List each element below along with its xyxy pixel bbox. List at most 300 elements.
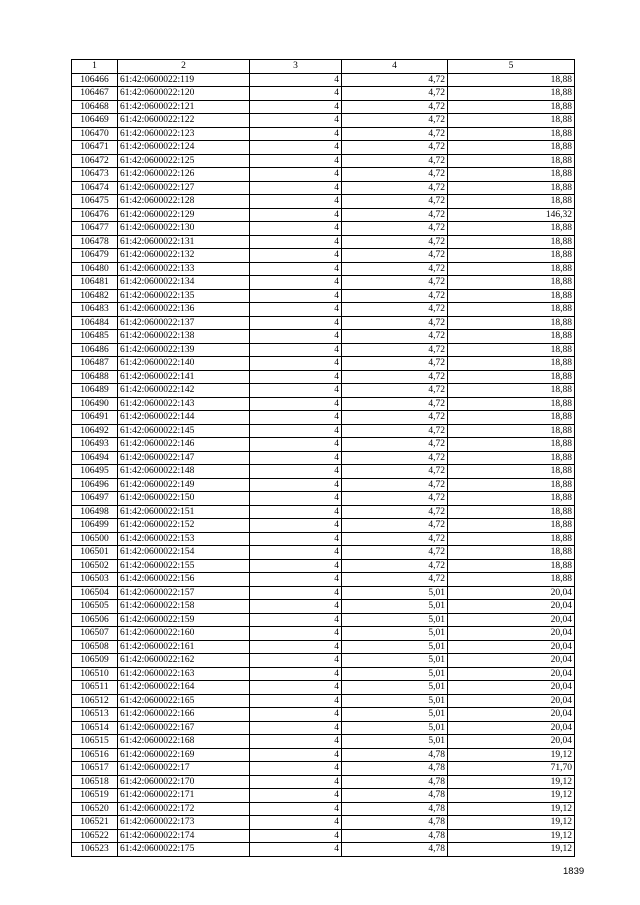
table-cell: 4,72 bbox=[342, 384, 448, 398]
table-cell: 61:42:0600022:153 bbox=[118, 532, 250, 546]
table-cell: 106481 bbox=[72, 276, 118, 290]
table-cell: 4,78 bbox=[342, 748, 448, 762]
table-cell: 4 bbox=[250, 235, 342, 249]
table-cell: 4,72 bbox=[342, 235, 448, 249]
table-row bbox=[72, 640, 575, 654]
table-cell: 4,72 bbox=[342, 100, 448, 114]
table-cell: 61:42:0600022:134 bbox=[118, 276, 250, 290]
table-cell: 106501 bbox=[72, 546, 118, 560]
table-cell: 18,88 bbox=[448, 303, 575, 317]
table-cell: 19,12 bbox=[448, 843, 575, 857]
table-row bbox=[72, 829, 575, 843]
table-cell: 18,88 bbox=[448, 384, 575, 398]
table-cell: 4,72 bbox=[342, 289, 448, 303]
table-cell: 4,72 bbox=[342, 303, 448, 317]
table-cell: 4 bbox=[250, 195, 342, 209]
table-row bbox=[72, 762, 575, 776]
table-cell: 4 bbox=[250, 114, 342, 128]
table-cell: 106519 bbox=[72, 789, 118, 803]
table-cell: 106482 bbox=[72, 289, 118, 303]
table-cell: 61:42:0600022:125 bbox=[118, 154, 250, 168]
table-cell: 18,88 bbox=[448, 154, 575, 168]
table-cell: 61:42:0600022:156 bbox=[118, 573, 250, 587]
table-cell: 18,88 bbox=[448, 519, 575, 533]
table-row bbox=[72, 735, 575, 749]
table-cell: 61:42:0600022:172 bbox=[118, 802, 250, 816]
table-cell: 18,88 bbox=[448, 235, 575, 249]
table-row bbox=[72, 789, 575, 803]
column-header: 4 bbox=[342, 60, 448, 74]
table-cell: 4 bbox=[250, 492, 342, 506]
table-row bbox=[72, 100, 575, 114]
table-cell: 19,12 bbox=[448, 775, 575, 789]
table-cell: 61:42:0600022:173 bbox=[118, 816, 250, 830]
table-cell: 146,32 bbox=[448, 208, 575, 222]
table-cell: 4,72 bbox=[342, 276, 448, 290]
table-cell: 4 bbox=[250, 681, 342, 695]
table-row bbox=[72, 721, 575, 735]
table-cell: 4,72 bbox=[342, 249, 448, 263]
table-cell: 61:42:0600022:136 bbox=[118, 303, 250, 317]
table-cell: 4 bbox=[250, 721, 342, 735]
table-cell: 106472 bbox=[72, 154, 118, 168]
table-cell: 20,04 bbox=[448, 640, 575, 654]
table-cell: 106517 bbox=[72, 762, 118, 776]
table-cell: 61:42:0600022:155 bbox=[118, 559, 250, 573]
table-cell: 106477 bbox=[72, 222, 118, 236]
table-cell: 61:42:0600022:140 bbox=[118, 357, 250, 371]
table-row bbox=[72, 775, 575, 789]
table-cell: 4,78 bbox=[342, 829, 448, 843]
table-cell: 4 bbox=[250, 384, 342, 398]
table-cell: 18,88 bbox=[448, 505, 575, 519]
table-cell: 4 bbox=[250, 586, 342, 600]
table-cell: 61:42:0600022:161 bbox=[118, 640, 250, 654]
table-cell: 61:42:0600022:137 bbox=[118, 316, 250, 330]
table-cell: 18,88 bbox=[448, 438, 575, 452]
table-cell: 4 bbox=[250, 154, 342, 168]
table-cell: 4 bbox=[250, 573, 342, 587]
table-cell: 20,04 bbox=[448, 627, 575, 641]
table-cell: 61:42:0600022:159 bbox=[118, 613, 250, 627]
table-cell: 61:42:0600022:166 bbox=[118, 708, 250, 722]
table-cell: 4 bbox=[250, 127, 342, 141]
table-row bbox=[72, 708, 575, 722]
table-row bbox=[72, 235, 575, 249]
table-cell: 18,88 bbox=[448, 357, 575, 371]
table-cell: 61:42:0600022:124 bbox=[118, 141, 250, 155]
table-row bbox=[72, 73, 575, 87]
table-cell: 61:42:0600022:138 bbox=[118, 330, 250, 344]
table-cell: 106502 bbox=[72, 559, 118, 573]
table-cell: 4 bbox=[250, 708, 342, 722]
table-cell: 4 bbox=[250, 100, 342, 114]
table-row bbox=[72, 802, 575, 816]
table-cell: 61:42:0600022:158 bbox=[118, 600, 250, 614]
table-cell: 61:42:0600022:174 bbox=[118, 829, 250, 843]
table-row bbox=[72, 532, 575, 546]
table-cell: 4 bbox=[250, 181, 342, 195]
table-cell: 4 bbox=[250, 532, 342, 546]
table-cell: 61:42:0600022:123 bbox=[118, 127, 250, 141]
table-cell: 4,72 bbox=[342, 114, 448, 128]
table-cell: 61:42:0600022:135 bbox=[118, 289, 250, 303]
table-cell: 4 bbox=[250, 276, 342, 290]
table-cell: 61:42:0600022:120 bbox=[118, 87, 250, 101]
table-cell: 4,72 bbox=[342, 438, 448, 452]
table-cell: 61:42:0600022:162 bbox=[118, 654, 250, 668]
table-row bbox=[72, 681, 575, 695]
table-cell: 106506 bbox=[72, 613, 118, 627]
table-row bbox=[72, 627, 575, 641]
table-cell: 4 bbox=[250, 343, 342, 357]
table-row bbox=[72, 492, 575, 506]
table-cell: 61:42:0600022:149 bbox=[118, 478, 250, 492]
table-row bbox=[72, 505, 575, 519]
table-cell: 18,88 bbox=[448, 127, 575, 141]
table-cell: 18,88 bbox=[448, 168, 575, 182]
table-row bbox=[72, 465, 575, 479]
table-cell: 18,88 bbox=[448, 330, 575, 344]
table-cell: 4 bbox=[250, 222, 342, 236]
table-cell: 18,88 bbox=[448, 289, 575, 303]
table-cell: 4,72 bbox=[342, 154, 448, 168]
table-cell: 61:42:0600022:168 bbox=[118, 735, 250, 749]
table-cell: 20,04 bbox=[448, 586, 575, 600]
table-cell: 18,88 bbox=[448, 100, 575, 114]
table-row bbox=[72, 546, 575, 560]
table-cell: 61:42:0600022:126 bbox=[118, 168, 250, 182]
table-row bbox=[72, 289, 575, 303]
table-cell: 4,72 bbox=[342, 127, 448, 141]
table-cell: 106511 bbox=[72, 681, 118, 695]
table-cell: 4,72 bbox=[342, 222, 448, 236]
table-cell: 61:42:0600022:171 bbox=[118, 789, 250, 803]
table-cell: 4,72 bbox=[342, 505, 448, 519]
table-row bbox=[72, 249, 575, 263]
table-cell: 4,78 bbox=[342, 762, 448, 776]
table-cell: 61:42:0600022:150 bbox=[118, 492, 250, 506]
table-row bbox=[72, 397, 575, 411]
table-cell: 106490 bbox=[72, 397, 118, 411]
table-cell: 61:42:0600022:130 bbox=[118, 222, 250, 236]
table-cell: 4 bbox=[250, 519, 342, 533]
table-cell: 4,72 bbox=[342, 546, 448, 560]
table-cell: 18,88 bbox=[448, 114, 575, 128]
table-row bbox=[72, 208, 575, 222]
table-cell: 4,72 bbox=[342, 573, 448, 587]
table-cell: 4,72 bbox=[342, 168, 448, 182]
table-cell: 4 bbox=[250, 505, 342, 519]
table-cell: 61:42:0600022:144 bbox=[118, 411, 250, 425]
table-cell: 4 bbox=[250, 546, 342, 560]
table-cell: 61:42:0600022:132 bbox=[118, 249, 250, 263]
table-cell: 18,88 bbox=[448, 181, 575, 195]
table-cell: 61:42:0600022:122 bbox=[118, 114, 250, 128]
table-cell: 4,72 bbox=[342, 451, 448, 465]
table-cell: 106468 bbox=[72, 100, 118, 114]
table-cell: 106520 bbox=[72, 802, 118, 816]
table-row bbox=[72, 478, 575, 492]
table-cell: 4 bbox=[250, 694, 342, 708]
table-cell: 18,88 bbox=[448, 262, 575, 276]
table-row bbox=[72, 694, 575, 708]
table-cell: 106516 bbox=[72, 748, 118, 762]
table-row bbox=[72, 843, 575, 857]
table-cell: 4 bbox=[250, 640, 342, 654]
table-cell: 19,12 bbox=[448, 829, 575, 843]
table-cell: 4 bbox=[250, 789, 342, 803]
table-cell: 5,01 bbox=[342, 654, 448, 668]
table-cell: 4 bbox=[250, 843, 342, 857]
table-cell: 61:42:0600022:154 bbox=[118, 546, 250, 560]
table-cell: 18,88 bbox=[448, 492, 575, 506]
table-cell: 106499 bbox=[72, 519, 118, 533]
table-row bbox=[72, 411, 575, 425]
table-cell: 106503 bbox=[72, 573, 118, 587]
table-cell: 18,88 bbox=[448, 141, 575, 155]
table-cell: 18,88 bbox=[448, 546, 575, 560]
table-row bbox=[72, 519, 575, 533]
table-cell: 4 bbox=[250, 465, 342, 479]
table-cell: 106473 bbox=[72, 168, 118, 182]
table-cell: 5,01 bbox=[342, 721, 448, 735]
table-cell: 106494 bbox=[72, 451, 118, 465]
table-cell: 4 bbox=[250, 667, 342, 681]
table-cell: 20,04 bbox=[448, 681, 575, 695]
table-cell: 4,72 bbox=[342, 262, 448, 276]
table-cell: 106493 bbox=[72, 438, 118, 452]
table-cell: 106487 bbox=[72, 357, 118, 371]
table-cell: 4 bbox=[250, 775, 342, 789]
table-cell: 4,72 bbox=[342, 424, 448, 438]
table-row bbox=[72, 141, 575, 155]
table-cell: 61:42:0600022:170 bbox=[118, 775, 250, 789]
table-cell: 18,88 bbox=[448, 73, 575, 87]
table-cell: 4 bbox=[250, 411, 342, 425]
table-cell: 106475 bbox=[72, 195, 118, 209]
table-cell: 106469 bbox=[72, 114, 118, 128]
table-row bbox=[72, 114, 575, 128]
table-row bbox=[72, 127, 575, 141]
table-cell: 4 bbox=[250, 424, 342, 438]
table-cell: 20,04 bbox=[448, 721, 575, 735]
table-row bbox=[72, 370, 575, 384]
table-cell: 4,72 bbox=[342, 519, 448, 533]
header-row bbox=[72, 60, 575, 74]
table-cell: 18,88 bbox=[448, 573, 575, 587]
table-row bbox=[72, 667, 575, 681]
table-cell: 61:42:0600022:133 bbox=[118, 262, 250, 276]
table-cell: 20,04 bbox=[448, 654, 575, 668]
table-cell: 61:42:0600022:142 bbox=[118, 384, 250, 398]
table-row bbox=[72, 343, 575, 357]
table-cell: 106488 bbox=[72, 370, 118, 384]
table-cell: 4,78 bbox=[342, 843, 448, 857]
table-cell: 4,78 bbox=[342, 775, 448, 789]
table-cell: 19,12 bbox=[448, 816, 575, 830]
table-cell: 61:42:0600022:148 bbox=[118, 465, 250, 479]
column-header: 2 bbox=[118, 60, 250, 74]
table-cell: 61:42:0600022:147 bbox=[118, 451, 250, 465]
table-row bbox=[72, 154, 575, 168]
table-cell: 4 bbox=[250, 330, 342, 344]
table-cell: 106498 bbox=[72, 505, 118, 519]
table-cell: 106521 bbox=[72, 816, 118, 830]
table-cell: 19,12 bbox=[448, 748, 575, 762]
table-cell: 106476 bbox=[72, 208, 118, 222]
table-cell: 5,01 bbox=[342, 613, 448, 627]
table-cell: 61:42:0600022:145 bbox=[118, 424, 250, 438]
table-row bbox=[72, 357, 575, 371]
table-row bbox=[72, 168, 575, 182]
table-cell: 18,88 bbox=[448, 343, 575, 357]
table-cell: 4 bbox=[250, 397, 342, 411]
table-cell: 4,72 bbox=[342, 195, 448, 209]
table-cell: 19,12 bbox=[448, 789, 575, 803]
table-row bbox=[72, 87, 575, 101]
table-cell: 4,78 bbox=[342, 802, 448, 816]
table-cell: 106480 bbox=[72, 262, 118, 276]
column-header: 1 bbox=[72, 60, 118, 74]
column-header: 3 bbox=[250, 60, 342, 74]
table-cell: 61:42:0600022:131 bbox=[118, 235, 250, 249]
table-cell: 106500 bbox=[72, 532, 118, 546]
table-cell: 106478 bbox=[72, 235, 118, 249]
table-cell: 4,72 bbox=[342, 397, 448, 411]
table-row bbox=[72, 438, 575, 452]
table-cell: 4,72 bbox=[342, 559, 448, 573]
table-cell: 4 bbox=[250, 748, 342, 762]
table-cell: 4,72 bbox=[342, 370, 448, 384]
table-cell: 106474 bbox=[72, 181, 118, 195]
table-cell: 106489 bbox=[72, 384, 118, 398]
table-cell: 106522 bbox=[72, 829, 118, 843]
table-cell: 4 bbox=[250, 208, 342, 222]
table-cell: 61:42:0600022:151 bbox=[118, 505, 250, 519]
table-cell: 4 bbox=[250, 829, 342, 843]
table-cell: 4 bbox=[250, 600, 342, 614]
table-cell: 4 bbox=[250, 762, 342, 776]
page-number: 1839 bbox=[563, 866, 585, 877]
table-cell: 4 bbox=[250, 627, 342, 641]
table-cell: 61:42:0600022:143 bbox=[118, 397, 250, 411]
table-cell: 106518 bbox=[72, 775, 118, 789]
table-cell: 4,72 bbox=[342, 492, 448, 506]
table-cell: 18,88 bbox=[448, 465, 575, 479]
table-cell: 106496 bbox=[72, 478, 118, 492]
table-cell: 4,72 bbox=[342, 181, 448, 195]
table-row bbox=[72, 316, 575, 330]
table-cell: 18,88 bbox=[448, 249, 575, 263]
table-cell: 4 bbox=[250, 370, 342, 384]
table-cell: 106491 bbox=[72, 411, 118, 425]
table-cell: 4 bbox=[250, 478, 342, 492]
table-cell: 61:42:0600022:139 bbox=[118, 343, 250, 357]
table-cell: 106509 bbox=[72, 654, 118, 668]
table-cell: 4 bbox=[250, 451, 342, 465]
table-cell: 18,88 bbox=[448, 276, 575, 290]
table-cell: 106507 bbox=[72, 627, 118, 641]
table-cell: 5,01 bbox=[342, 600, 448, 614]
table-cell: 106523 bbox=[72, 843, 118, 857]
table-cell: 61:42:0600022:119 bbox=[118, 73, 250, 87]
table-cell: 4 bbox=[250, 303, 342, 317]
table-cell: 4 bbox=[250, 289, 342, 303]
table-cell: 5,01 bbox=[342, 681, 448, 695]
column-header: 5 bbox=[448, 60, 575, 74]
table-cell: 106486 bbox=[72, 343, 118, 357]
table-cell: 106513 bbox=[72, 708, 118, 722]
table-cell: 4,72 bbox=[342, 343, 448, 357]
table-cell: 18,88 bbox=[448, 451, 575, 465]
table-cell: 61:42:0600022:165 bbox=[118, 694, 250, 708]
table-cell: 4,72 bbox=[342, 478, 448, 492]
table-cell: 106495 bbox=[72, 465, 118, 479]
table-cell: 61:42:0600022:129 bbox=[118, 208, 250, 222]
table-cell: 5,01 bbox=[342, 667, 448, 681]
table-cell: 106470 bbox=[72, 127, 118, 141]
table-row bbox=[72, 451, 575, 465]
table-cell: 18,88 bbox=[448, 222, 575, 236]
table-cell: 20,04 bbox=[448, 735, 575, 749]
table-cell: 61:42:0600022:127 bbox=[118, 181, 250, 195]
table-cell: 4,72 bbox=[342, 73, 448, 87]
table-cell: 4,72 bbox=[342, 465, 448, 479]
table-cell: 18,88 bbox=[448, 370, 575, 384]
table-cell: 4 bbox=[250, 262, 342, 276]
table-cell: 18,88 bbox=[448, 532, 575, 546]
table-cell: 19,12 bbox=[448, 802, 575, 816]
table-cell: 18,88 bbox=[448, 87, 575, 101]
table-cell: 4 bbox=[250, 613, 342, 627]
table-cell: 5,01 bbox=[342, 640, 448, 654]
table-cell: 106483 bbox=[72, 303, 118, 317]
table-cell: 18,88 bbox=[448, 424, 575, 438]
table-row bbox=[72, 384, 575, 398]
table-cell: 61:42:0600022:169 bbox=[118, 748, 250, 762]
table-cell: 4 bbox=[250, 141, 342, 155]
table-cell: 20,04 bbox=[448, 600, 575, 614]
table-cell: 18,88 bbox=[448, 195, 575, 209]
table-cell: 4 bbox=[250, 73, 342, 87]
table-row bbox=[72, 654, 575, 668]
table-cell: 18,88 bbox=[448, 478, 575, 492]
table-cell: 4,78 bbox=[342, 816, 448, 830]
table-cell: 61:42:0600022:141 bbox=[118, 370, 250, 384]
table-cell: 4,72 bbox=[342, 208, 448, 222]
table-cell: 106485 bbox=[72, 330, 118, 344]
table-row bbox=[72, 600, 575, 614]
table-cell: 61:42:0600022:152 bbox=[118, 519, 250, 533]
table-cell: 4,78 bbox=[342, 789, 448, 803]
table-cell: 4,72 bbox=[342, 411, 448, 425]
table-row bbox=[72, 195, 575, 209]
table-cell: 4 bbox=[250, 357, 342, 371]
table-cell: 61:42:0600022:128 bbox=[118, 195, 250, 209]
table-cell: 61:42:0600022:146 bbox=[118, 438, 250, 452]
table-cell: 4,72 bbox=[342, 532, 448, 546]
table-cell: 4 bbox=[250, 559, 342, 573]
table-row bbox=[72, 613, 575, 627]
table-row bbox=[72, 303, 575, 317]
table-cell: 61:42:0600022:167 bbox=[118, 721, 250, 735]
table-row bbox=[72, 181, 575, 195]
table-cell: 4,72 bbox=[342, 330, 448, 344]
table-row bbox=[72, 748, 575, 762]
table-cell: 61:42:0600022:17 bbox=[118, 762, 250, 776]
table-cell: 106515 bbox=[72, 735, 118, 749]
